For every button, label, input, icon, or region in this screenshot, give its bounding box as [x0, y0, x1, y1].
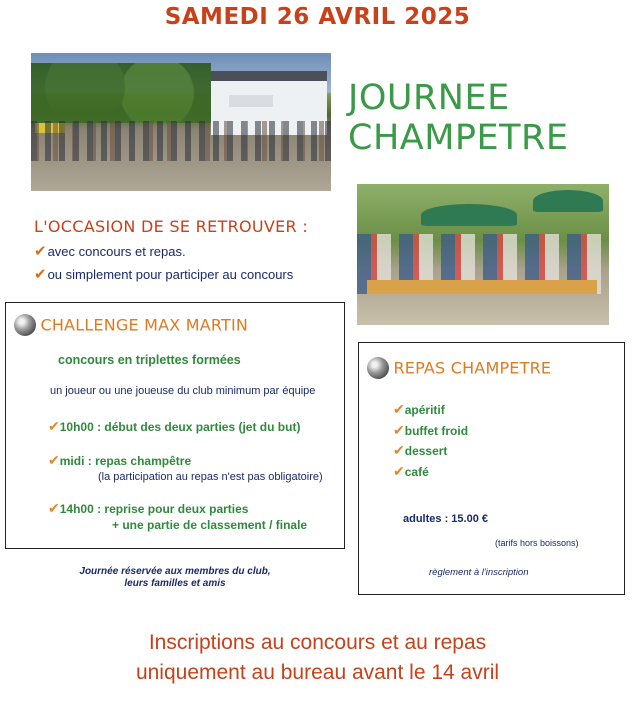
meal-title: REPAS CHAMPETRE	[393, 358, 552, 378]
event-date-title: SAMEDI 26 AVRIL 2025	[164, 4, 471, 30]
schedule-item: ✔10h00 : début des deux parties (jet du but)	[48, 418, 301, 434]
payment-note: règlement à l'inscription	[429, 567, 529, 578]
challenge-box	[5, 302, 345, 549]
menu-item: ✔café	[393, 463, 429, 479]
petanque-ball-icon	[14, 314, 36, 336]
menu-item: ✔dessert	[393, 442, 448, 458]
members-note: Journée réservée aux membres du club, leurs familles et amis	[79, 566, 271, 589]
event-title	[348, 78, 618, 158]
menu-item: ✔buffet froid	[393, 422, 469, 438]
meal-box	[358, 342, 625, 595]
checkmark-icon: ✔	[48, 500, 60, 516]
petanque-club-photo	[31, 53, 331, 191]
checkmark-icon: ✔	[393, 442, 405, 458]
event-title-line1: JOURNEE	[348, 78, 510, 118]
occasion-heading: L'OCCASION DE SE RETROUVER :	[34, 217, 309, 236]
challenge-rule: un joueur ou une joueuse du club minimum par équipe	[50, 385, 316, 397]
registration-info: Inscriptions au concours et au repas uniquement au bureau avant le 14 avril	[135, 631, 500, 684]
occasion-item: ✔ou simplement pour participer au concours	[34, 266, 294, 283]
checkmark-icon: ✔	[393, 422, 405, 438]
event-title-line2: CHAMPETRE	[348, 118, 569, 158]
outdoor-meal-photo	[357, 184, 609, 325]
checkmark-icon: ✔	[34, 266, 47, 283]
occasion-item: ✔avec concours et repas.	[34, 243, 186, 260]
checkmark-icon: ✔	[48, 452, 60, 468]
petanque-ball-icon	[367, 357, 389, 379]
schedule-item: ✔midi : repas champêtre	[48, 452, 192, 468]
challenge-subtitle: concours en triplettes formées	[58, 353, 241, 367]
checkmark-icon: ✔	[393, 463, 405, 479]
challenge-title: CHALLENGE MAX MARTIN	[40, 315, 249, 335]
schedule-item-note: (la participation au repas n'est pas obligatoire)	[98, 471, 323, 483]
checkmark-icon: ✔	[34, 243, 47, 260]
menu-item: ✔apéritif	[393, 401, 445, 417]
meal-price: adultes : 15.00 €	[403, 513, 488, 525]
checkmark-icon: ✔	[48, 418, 60, 434]
schedule-item: ✔14h00 : reprise pour deux parties	[48, 500, 249, 516]
checkmark-icon: ✔	[393, 401, 405, 417]
price-note: (tarifs hors boissons)	[495, 538, 579, 548]
schedule-item-note: + une partie de classement / finale	[112, 518, 308, 532]
